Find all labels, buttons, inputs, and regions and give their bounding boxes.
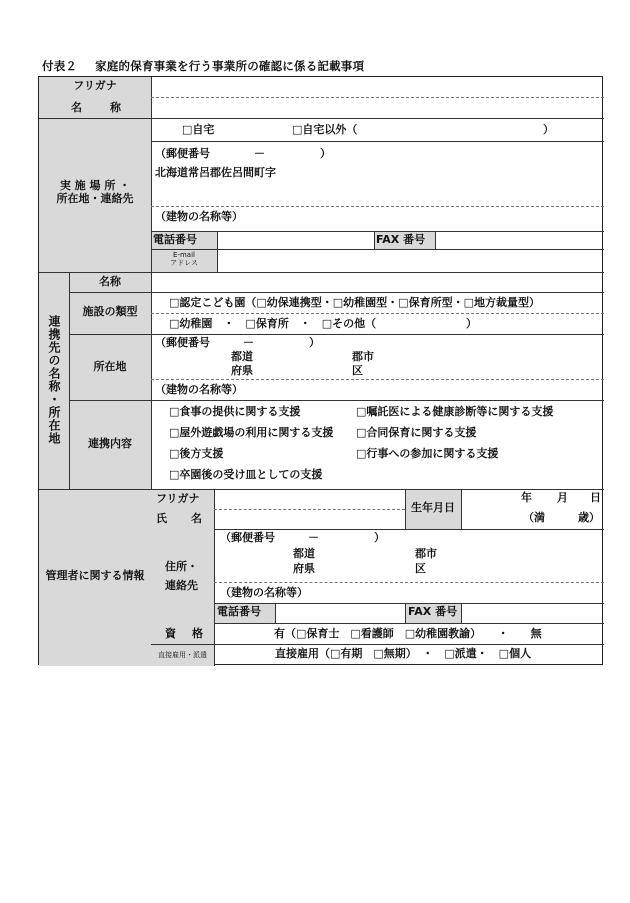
- partner-name-label: 名称: [99, 275, 121, 288]
- location-building-name: （建物の名称等）: [155, 210, 243, 223]
- non-home-close-paren: ）: [543, 123, 554, 136]
- location-address: 北海道常呂郡佐呂間町字: [155, 166, 276, 179]
- partner-address-label: 所在地: [93, 360, 127, 373]
- partner-prefecture-a: 都道: [231, 350, 253, 363]
- partner-city-a: 郡市: [352, 350, 374, 363]
- location-phone-field[interactable]: [220, 233, 370, 247]
- partner-building-name: （建物の名称等）: [155, 383, 243, 396]
- manager-building-name: （建物の名称等）: [220, 586, 308, 599]
- location-fax-label: FAX 番号: [376, 233, 426, 246]
- document-title: [42, 58, 364, 74]
- qualification-options[interactable]: 有（□保育士 □看護師 □幼稚園教諭） ・ 無: [274, 627, 542, 640]
- facility-type-label: 施設の類型: [82, 305, 138, 318]
- qualification-label: 資 格: [165, 627, 203, 640]
- partner-city-b: 区: [352, 364, 363, 377]
- birth-month-label: 月: [557, 491, 568, 504]
- support-health-checkbox[interactable]: □嘱託医による健康診断等に関する支援: [356, 405, 554, 418]
- facility-name-field[interactable]: [155, 101, 600, 115]
- birth-day-label: 日: [590, 491, 601, 504]
- location-postal-code: （郵便番号 － ）: [155, 147, 331, 160]
- manager-name-label: 氏 名: [156, 512, 202, 525]
- partner-content-label: 連携内容: [88, 437, 132, 450]
- manager-label: 管理者に関する情報: [45, 569, 145, 582]
- support-events-checkbox[interactable]: □行事への参加に関する支援: [356, 447, 499, 460]
- partner-name-field[interactable]: [155, 275, 600, 289]
- facility-type-close-paren: ）: [466, 317, 477, 330]
- age-open-label: （満: [523, 511, 545, 524]
- title-text: 家庭的保育事業を行う事業所の確認に係る記載事項: [95, 59, 365, 73]
- location-phone-label: 電話番号: [153, 233, 197, 246]
- manager-phone-field[interactable]: [278, 605, 402, 621]
- support-meal-checkbox[interactable]: □食事の提供に関する支援: [169, 405, 301, 418]
- birthdate-label: 生年月日: [411, 501, 455, 514]
- support-backup-checkbox[interactable]: □後方支援: [169, 447, 224, 460]
- name-label: 名 称: [71, 101, 121, 114]
- location-email-label: E-mail アドレス: [170, 251, 198, 268]
- manager-name-field[interactable]: [217, 512, 402, 526]
- form-table: [38, 76, 603, 665]
- partner-postal-code: （郵便番号 － ）: [155, 336, 320, 349]
- manager-address-label: 住所・ 連絡先: [165, 560, 198, 592]
- manager-fax-label: FAX 番号: [408, 605, 458, 618]
- location-email-field[interactable]: [220, 252, 600, 269]
- manager-city-b: 区: [415, 562, 426, 575]
- location-fax-field[interactable]: [438, 233, 600, 247]
- employment-options[interactable]: 直接雇用（□有期 □無期） ・ □派遣・ □個人: [275, 647, 532, 660]
- facility-type-options-row1[interactable]: □認定こども園（□幼保連携型・□幼稚園型・□保育所型・□地方裁量型）: [169, 296, 540, 309]
- manager-prefecture-b: 府県: [293, 562, 315, 575]
- manager-furigana-label: フリガナ: [156, 492, 200, 505]
- manager-phone-label: 電話番号: [217, 605, 261, 618]
- non-home-checkbox[interactable]: □自宅以外（: [292, 123, 358, 136]
- partner-prefecture-b: 府県: [231, 364, 253, 377]
- partner-vertical-label: 連携先の名称・所在地: [47, 315, 61, 445]
- support-playground-checkbox[interactable]: □屋外遊戯場の利用に関する支援: [169, 426, 334, 439]
- employment-label: 直接雇用・派遣: [158, 651, 207, 659]
- manager-fax-field[interactable]: [464, 605, 600, 621]
- manager-prefecture-a: 都道: [293, 547, 315, 560]
- location-label: 実 施 場 所 ・ 所在地・連絡先: [56, 179, 134, 205]
- support-joint-care-checkbox[interactable]: □合同保育に関する支援: [356, 426, 477, 439]
- home-checkbox[interactable]: □自宅: [182, 123, 215, 136]
- facility-furigana-field[interactable]: [155, 81, 600, 95]
- support-graduation-checkbox[interactable]: □卒園後の受け皿としての支援: [169, 468, 323, 481]
- title-number: 付表２: [42, 59, 78, 73]
- facility-type-options-row2[interactable]: □幼稚園 ・ □保育所 ・ □その他（: [169, 317, 377, 330]
- furigana-label: フリガナ: [73, 79, 117, 92]
- manager-furigana-field[interactable]: [217, 492, 402, 506]
- manager-city-a: 郡市: [415, 547, 437, 560]
- age-close-label: 歳）: [578, 511, 600, 524]
- manager-postal-code: （郵便番号 － ）: [220, 531, 385, 544]
- birth-year-label: 年: [521, 491, 532, 504]
